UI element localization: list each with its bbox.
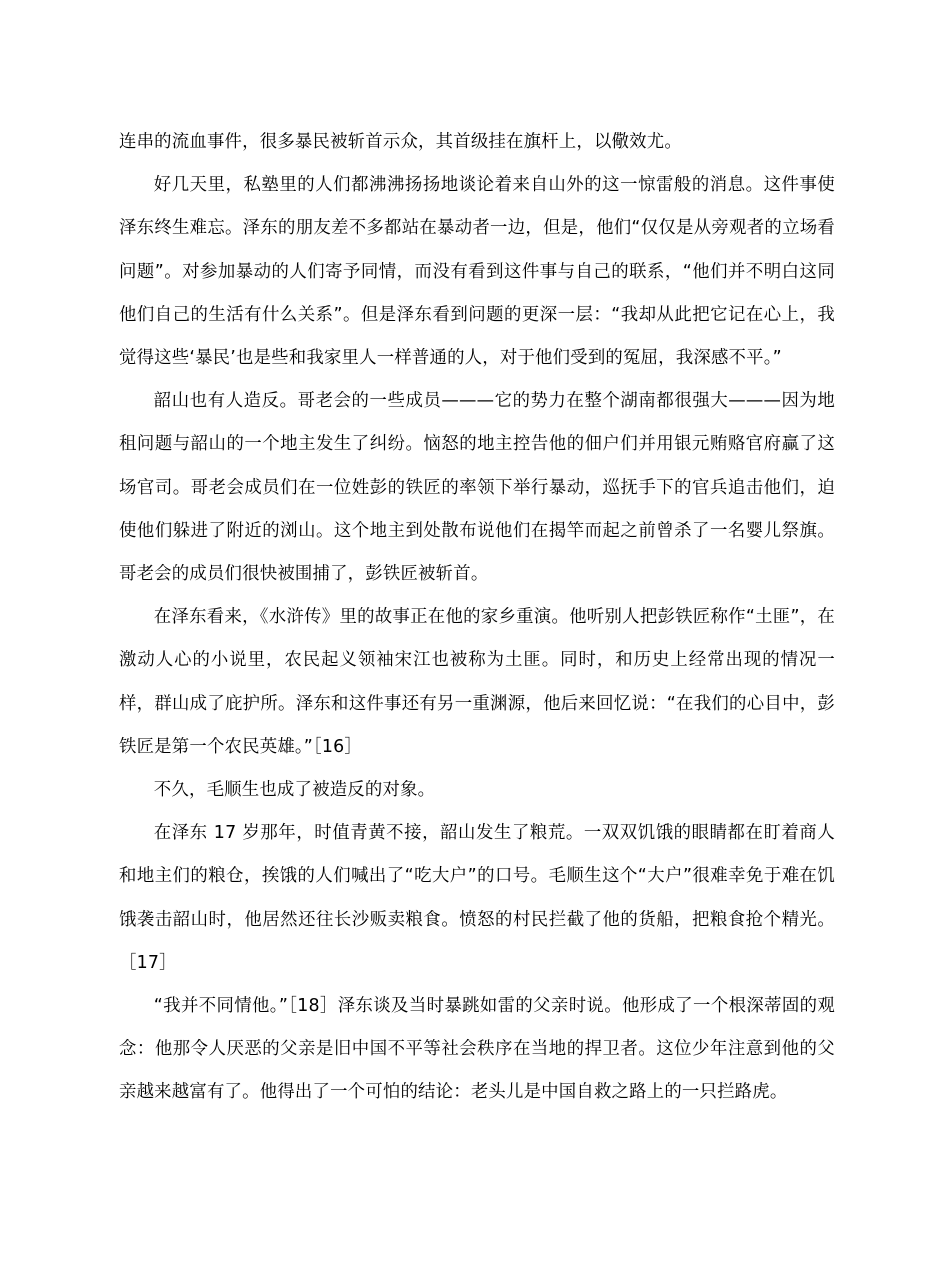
paragraph-6: 在泽东 17 岁那年，时值青黄不接，韶山发生了粮荒。一双双饥饿的眼睛都在盯着商人和地主们的粮仓，挨饿的人们喊出了“吃大户”的口号。毛顺生这个“大户”很难幸免于难在饥饿袭击韶山时，他居然还往长沙贩卖粮食。愤怒的村民拦截了他的货船，把粮食抢个精光。［17］ <box>119 823 835 973</box>
paragraph-5: 不久，毛顺生也成了被造反的对象。 <box>153 780 436 801</box>
paragraph-2: 好几天里，私塾里的人们都沸沸扬扬地谈论着来自山外的这一惊雷般的消息。这件事使泽东终生难忘。泽东的朋友差不多都站在暴动者一边，但是，他们“仅仅是从旁观者的立场看问题”。对参加暴动的人们寄予同情，而没有看到这件事与自己的联系，“他们并不明白这同他们自己的生活有什么关系”。但是泽东看到问题的更深一层：“我却从此把它记在心上，我觉得这些‘暴民’也是些和我家里人一样普通的人，对于他们受到的冤屈，我深感不平。” <box>119 175 835 369</box>
paragraph-4: 在泽东看来，《水浒传》里的故事正在他的家乡重演。他听别人把彭铁匠称作“土匪”，在激动人心的小说里，农民起义领袖宋江也被称为土匪。同时，和历史上经常出现的情况一样，群山成了庇护所。泽东和这件事还有另一重渊源，他后来回忆说：“在我们的心目中，彭铁匠是第一个农民英雄。”［16］ <box>119 607 835 757</box>
paragraph-7: “我并不同情他。”［18］泽东谈及当时暴跳如雷的父亲时说。他形成了一个根深蒂固的观念：他那令人厌恶的父亲是旧中国不平等社会秩序在当地的捍卫者。这位少年注意到他的父亲越来越富有了。他得出了一个可怕的结论：老头儿是中国自救之路上的一只拦路虎。 <box>119 996 835 1103</box>
document-body <box>119 121 835 1115</box>
paragraph-1: 连串的流血事件，很多暴民被斩首示众，其首级挂在旗杆上，以儆效尤。 <box>119 132 682 152</box>
paragraph-3: 韶山也有人造反。哥老会的一些成员———它的势力在整个湖南都很强大———因为地租问题与韶山的一个地主发生了纠纷。恼怒的地主控告他的佃户们并用银元贿赂官府赢了这场官司。哥老会成员们在一位姓彭的铁匠的率领下举行暴动，巡抚手下的官兵追击他们，迫使他们躲进了附近的浏山。这个地主到处散布说他们在揭竿而起之前曾杀了一名婴儿祭旗。哥老会的成员们很快被围捕了，彭铁匠被斩首。 <box>119 391 835 585</box>
